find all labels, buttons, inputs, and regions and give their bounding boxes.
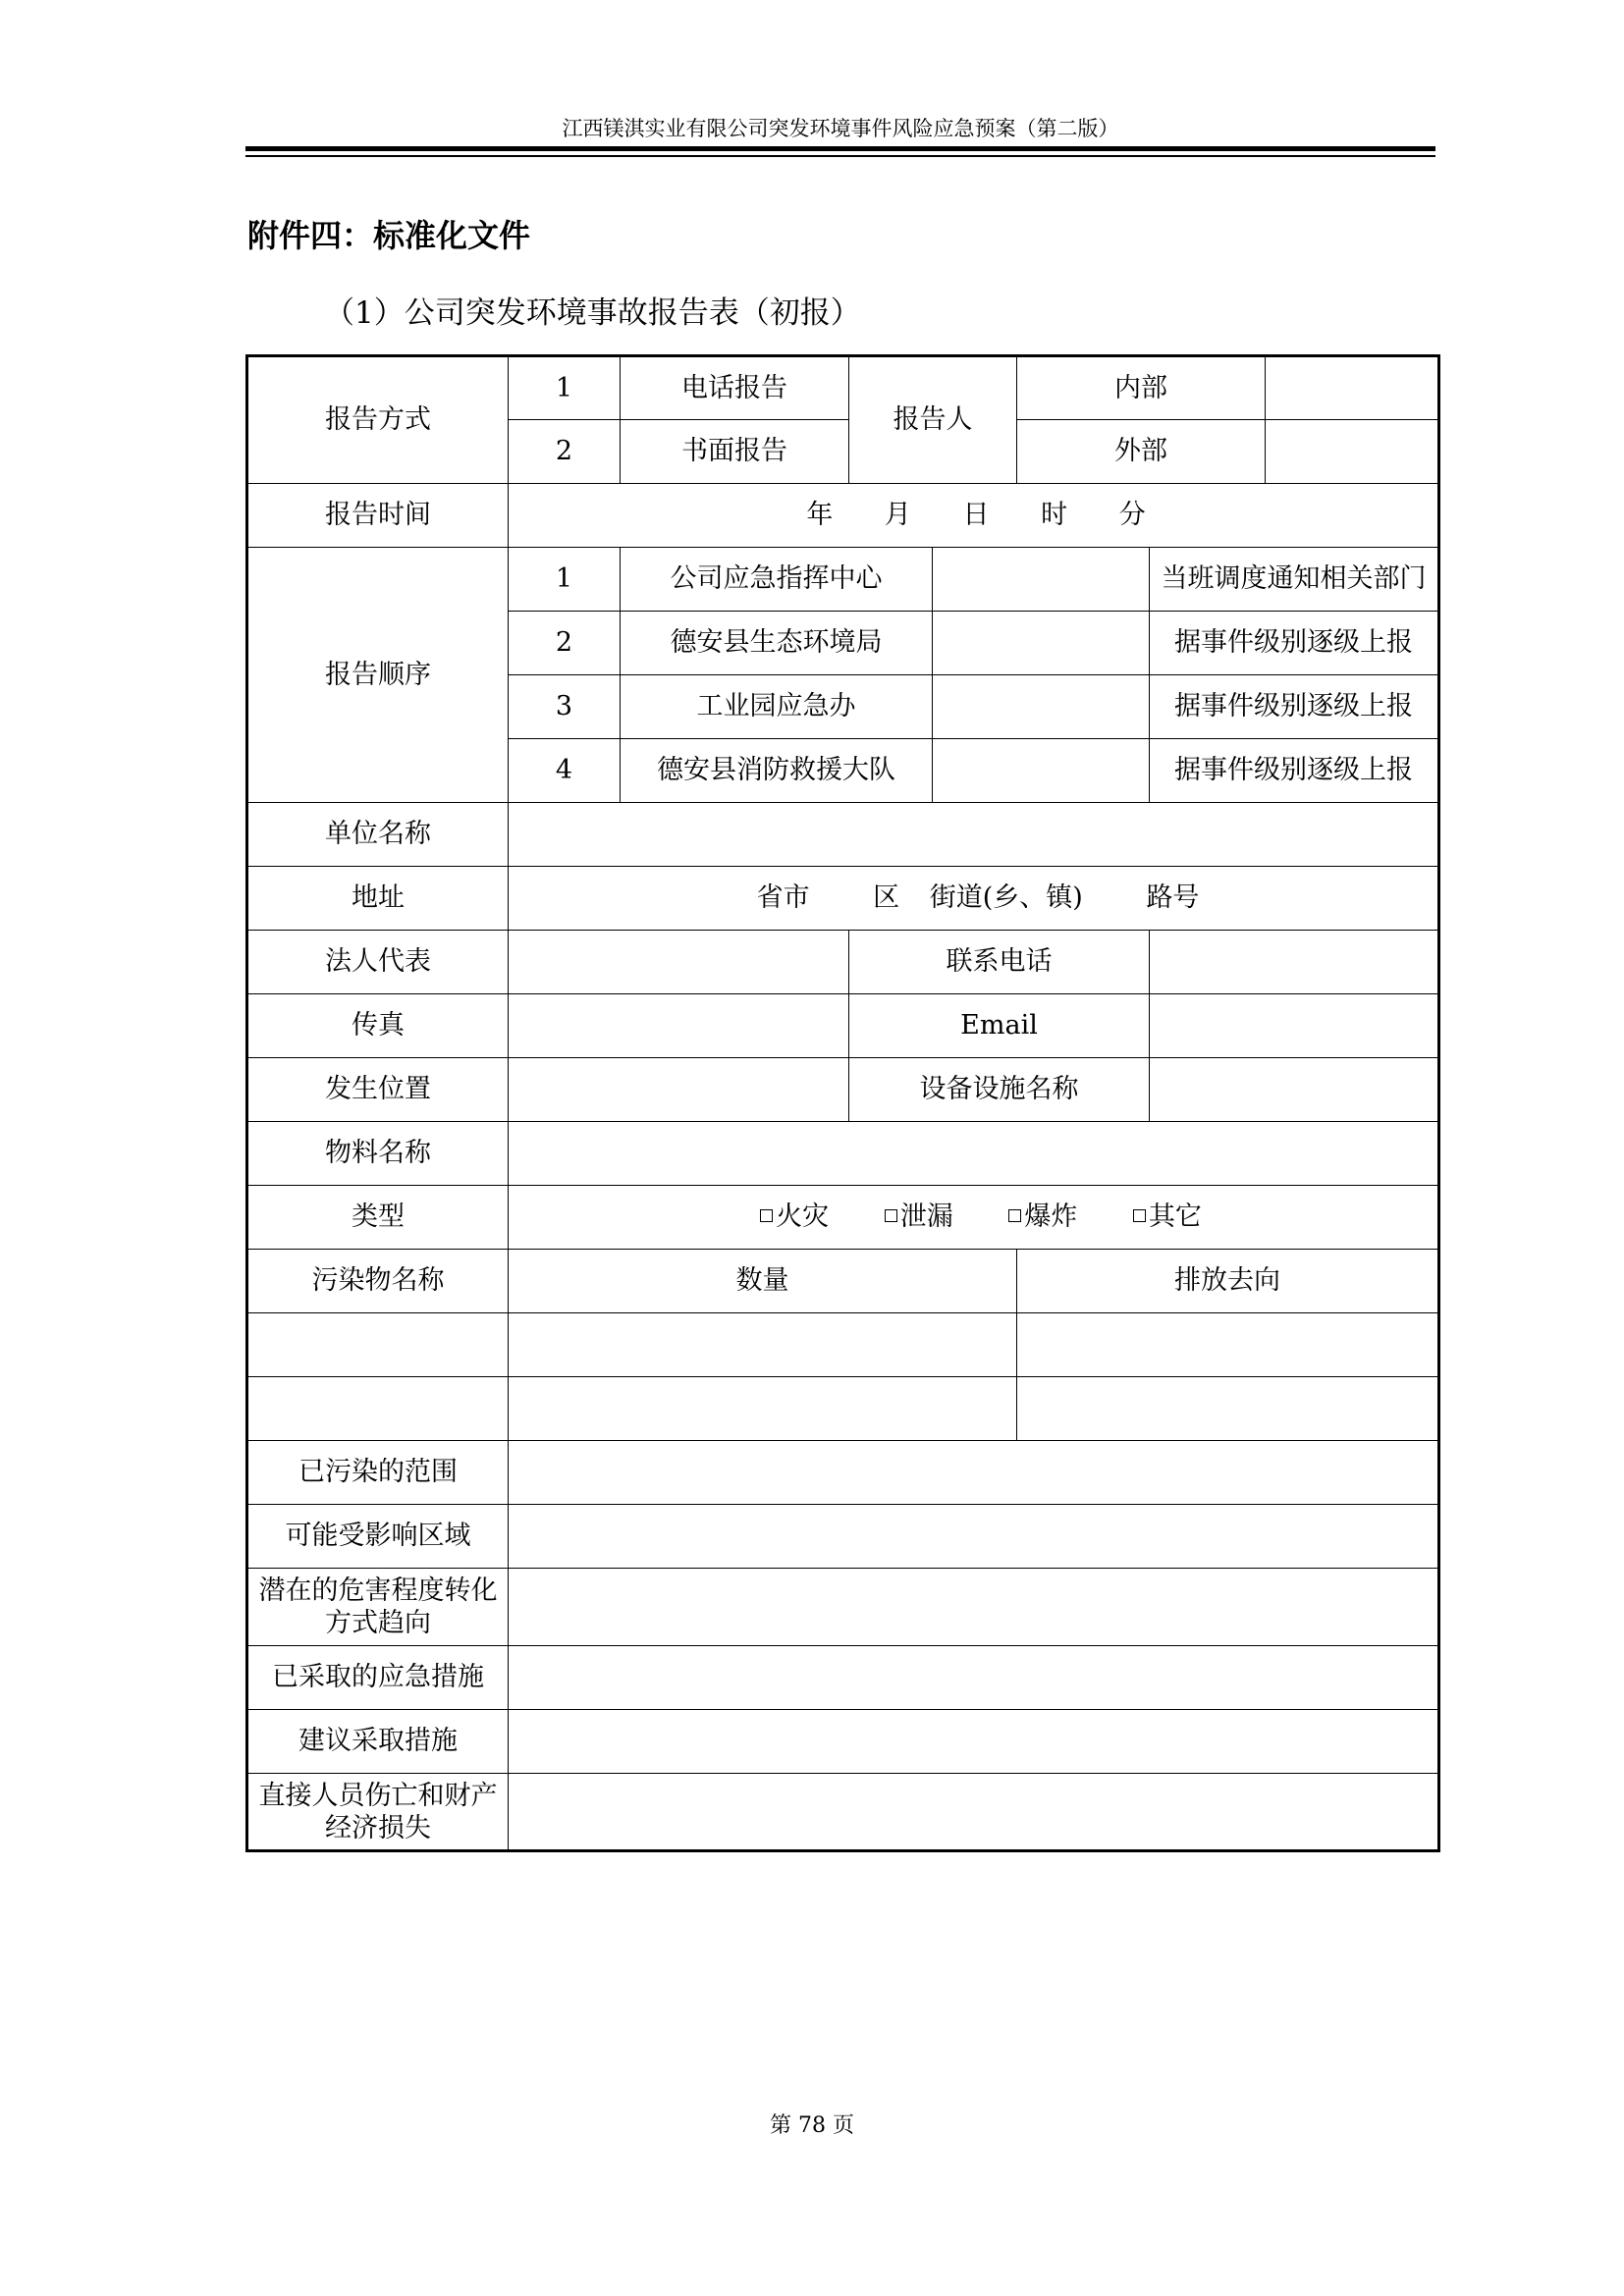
checkbox-icon[interactable] (885, 1209, 897, 1222)
type-option-fire[interactable]: 火灾 (760, 1201, 829, 1234)
order-field-2[interactable] (933, 612, 1150, 675)
section-title: 附件四：标准化文件 (247, 217, 531, 254)
page-prefix: 第 (769, 2113, 791, 2138)
pollutant-name-field[interactable] (247, 1313, 509, 1377)
order-note-4: 据事件级别逐级上报 (1150, 739, 1439, 803)
pollutant-name-field[interactable] (247, 1377, 509, 1441)
page-number: 78 (798, 2113, 826, 2138)
time-unit-year: 年 (806, 500, 834, 530)
order-note-2: 据事件级别逐级上报 (1150, 612, 1439, 675)
order-note-1: 当班调度通知相关部门 (1150, 548, 1439, 612)
address-label: 地址 (247, 867, 509, 931)
affected-area-label: 可能受影响区域 (247, 1505, 509, 1569)
losses-label: 直接人员伤亡和财产经济损失 (247, 1774, 509, 1851)
reporter-internal-field[interactable] (1266, 356, 1439, 420)
polluted-range-field[interactable] (509, 1441, 1439, 1505)
material-name-field[interactable] (509, 1122, 1439, 1186)
checkbox-icon[interactable] (1133, 1209, 1146, 1222)
pollutant-name-label: 污染物名称 (247, 1250, 509, 1313)
legal-rep-label: 法人代表 (247, 931, 509, 994)
time-unit-month: 月 (884, 500, 911, 530)
discharge-destination-label: 排放去向 (1017, 1250, 1439, 1313)
material-name-label: 物料名称 (247, 1122, 509, 1186)
order-unit-2: 德安县生态环境局 (621, 612, 933, 675)
time-unit-minute: 分 (1118, 500, 1146, 530)
order-field-3[interactable] (933, 675, 1150, 739)
email-label: Email (849, 994, 1150, 1058)
order-unit-3: 工业园应急办 (621, 675, 933, 739)
page-suffix: 页 (833, 2113, 855, 2138)
report-order-label: 报告顺序 (247, 548, 509, 803)
unit-name-field[interactable] (509, 803, 1439, 867)
page-footer (0, 2109, 1624, 2139)
order-field-1[interactable] (933, 548, 1150, 612)
order-num-4: 4 (509, 739, 621, 803)
quantity-field[interactable] (509, 1313, 1017, 1377)
reporter-internal-label: 内部 (1017, 356, 1266, 420)
report-time-label: 报告时间 (247, 484, 509, 548)
type-option-other[interactable]: 其它 (1133, 1201, 1202, 1234)
reporter-external-field[interactable] (1266, 420, 1439, 484)
fax-label: 传真 (247, 994, 509, 1058)
report-method-num-2: 2 (509, 420, 621, 484)
order-field-4[interactable] (933, 739, 1150, 803)
table-title: （1）公司突发环境事故报告表（初报） (324, 295, 861, 331)
hazard-trend-label: 潜在的危害程度转化方式趋向 (247, 1569, 509, 1646)
suggested-measures-field[interactable] (509, 1710, 1439, 1774)
order-num-2: 2 (509, 612, 621, 675)
header-rule-thin (245, 155, 1435, 157)
report-method-label: 报告方式 (247, 356, 509, 484)
address-road-number: 路号 (1146, 882, 1200, 913)
time-unit-day: 日 (962, 500, 990, 530)
discharge-destination-field[interactable] (1017, 1377, 1439, 1441)
measures-taken-field[interactable] (509, 1646, 1439, 1710)
contact-phone-field[interactable] (1150, 931, 1439, 994)
equipment-name-label: 设备设施名称 (849, 1058, 1150, 1122)
order-num-3: 3 (509, 675, 621, 739)
address-field[interactable] (509, 867, 1439, 931)
legal-rep-field[interactable] (509, 931, 849, 994)
affected-area-field[interactable] (509, 1505, 1439, 1569)
location-field[interactable] (509, 1058, 849, 1122)
suggested-measures-label: 建议采取措施 (247, 1710, 509, 1774)
polluted-range-label: 已污染的范围 (247, 1441, 509, 1505)
quantity-label: 数量 (509, 1250, 1017, 1313)
order-note-3: 据事件级别逐级上报 (1150, 675, 1439, 739)
equipment-name-field[interactable] (1150, 1058, 1439, 1122)
location-label: 发生位置 (247, 1058, 509, 1122)
type-option-explosion[interactable]: 爆炸 (1008, 1201, 1077, 1234)
address-province-city: 省市 (756, 882, 810, 913)
measures-taken-label: 已采取的应急措施 (247, 1646, 509, 1710)
order-unit-1: 公司应急指挥中心 (621, 548, 933, 612)
type-option-leak[interactable]: 泄漏 (885, 1201, 953, 1234)
unit-name-label: 单位名称 (247, 803, 509, 867)
incident-type-label: 类型 (247, 1186, 509, 1250)
address-district: 区 (873, 882, 900, 913)
discharge-destination-field[interactable] (1017, 1313, 1439, 1377)
checkbox-icon[interactable] (1008, 1209, 1021, 1222)
hazard-trend-field[interactable] (509, 1569, 1439, 1646)
incident-report-table (245, 354, 1440, 1852)
checkbox-icon[interactable] (760, 1209, 773, 1222)
reporter-external-label: 外部 (1017, 420, 1266, 484)
document-header: 江西镁淇实业有限公司突发环境事件风险应急预案（第二版） (562, 117, 1119, 140)
header-rule-thick (245, 146, 1435, 151)
order-unit-4: 德安县消防救援大队 (621, 739, 933, 803)
report-method-written: 书面报告 (621, 420, 849, 484)
order-num-1: 1 (509, 548, 621, 612)
address-street: 街道(乡、镇) (929, 882, 1083, 913)
email-field[interactable] (1150, 994, 1439, 1058)
reporter-label: 报告人 (849, 356, 1017, 484)
incident-type-options (509, 1186, 1439, 1250)
report-method-num-1: 1 (509, 356, 621, 420)
quantity-field[interactable] (509, 1377, 1017, 1441)
losses-field[interactable] (509, 1774, 1439, 1851)
fax-field[interactable] (509, 994, 849, 1058)
contact-phone-label: 联系电话 (849, 931, 1150, 994)
report-method-phone: 电话报告 (621, 356, 849, 420)
time-unit-hour: 时 (1041, 500, 1068, 530)
report-time-field[interactable] (509, 484, 1439, 548)
